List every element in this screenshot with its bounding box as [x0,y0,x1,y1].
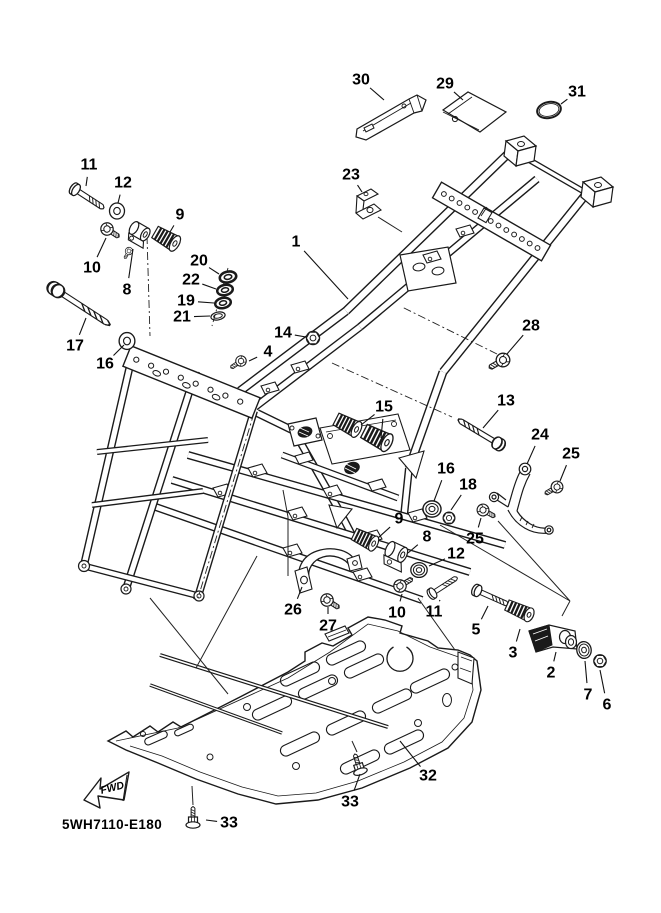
part-7-bushing [576,641,593,660]
callout-12a [114,175,132,204]
callout-number: 29 [436,75,454,93]
callout-33a [206,815,238,832]
part-17-bolt [45,279,113,330]
callout-leader-line [113,345,124,356]
callout-leader-line [358,185,362,192]
callout-number: 8 [422,528,432,546]
callout-leader-line [439,600,440,601]
callout-22 [182,272,216,290]
callout-30 [352,72,384,101]
part-28-bolt [486,351,513,374]
callout-leader-line [304,251,348,299]
callout-4 [249,344,273,362]
front-frame [79,346,261,601]
callout-leader-line [194,316,210,317]
part-29-plate [443,92,506,132]
callout-number: 5 [471,621,481,639]
callout-number: 21 [173,308,191,326]
callout-number: 20 [190,252,208,270]
part-24-pedal [489,463,553,534]
part-8-holder [124,220,153,248]
part-20-seal [219,270,237,284]
callout-1 [292,234,348,300]
callout-number: 12 [447,545,465,563]
callout-number: 17 [66,337,84,355]
part-22-ring [216,283,234,296]
callout-number: 32 [419,767,437,785]
callout-13 [483,393,515,429]
callout-number: 25 [562,445,580,463]
part-27-bolt [318,591,342,613]
callout-10a [83,238,106,277]
callout-leader-line [600,670,605,693]
callout-leader-line [118,195,120,203]
callout-16b [434,461,455,502]
callout-number: 28 [522,317,540,335]
callout-leader-line [483,410,498,428]
rail-end-tab [581,177,613,207]
diagram-code: 5WH7110-E180 [62,817,163,832]
callout-number: 33 [341,793,359,811]
engine-mount-bracket [288,418,322,446]
callout-leader-line [198,302,214,303]
callout-leader-line [209,268,219,274]
callout-number: 16 [96,355,114,373]
callout-number: 9 [394,510,404,528]
callout-number: 26 [284,601,302,619]
callout-number: 11 [80,156,98,174]
callout-leader-line [478,518,481,527]
rail-end-tab [504,136,536,166]
part-11-bolt [67,181,107,213]
annotations [62,772,162,832]
callout-9a [170,207,185,233]
callout-19 [177,293,214,310]
part-14-nut [306,331,319,344]
callout-number: 10 [83,259,101,277]
callout-number: 23 [342,166,360,184]
callout-number: 13 [497,392,515,410]
callout-27 [319,607,337,635]
callout-number: 10 [388,604,406,622]
callout-number: 19 [177,292,195,310]
callout-leader-line [79,318,86,335]
callout-number: 11 [425,603,443,621]
part-2-bracket [529,625,577,652]
callout-number: 15 [375,398,393,416]
callout-number: 24 [531,426,549,444]
callout-25a [560,446,580,482]
part-10-screw [98,220,122,242]
part-25-bolt [542,479,565,499]
callout-31 [561,84,586,105]
callout-number: 4 [263,343,273,361]
callout-5 [472,606,488,639]
callout-leader-line [378,527,390,538]
callout-29 [436,76,463,101]
callout-3 [509,629,520,662]
callout-leader-line [202,284,216,289]
callout-leader-line [249,357,257,361]
callout-number: 2 [546,664,556,682]
callout-18 [451,477,477,511]
callout-10b [388,594,406,622]
callout-leader-line [86,177,87,186]
callout-leader-line [97,238,106,257]
callout-28 [507,318,540,355]
callout-number: 22 [182,271,200,289]
callout-number: 12 [114,174,132,192]
part-25-bolt [475,502,498,522]
callout-23 [342,167,362,193]
callout-8b [408,529,432,554]
part-4-screw [228,354,248,373]
callout-leader-line [527,446,535,464]
callout-leader-line [451,495,461,510]
part-19-bearing [214,296,232,309]
callout-number: 31 [568,83,586,101]
part-12-grommet [411,563,427,578]
part-21-washer [210,311,226,322]
part-16-grommet [423,501,441,517]
callout-leader-line [370,88,384,100]
callout-leader-line [507,335,523,354]
fwd-arrow [84,772,129,808]
callout-number: 33 [220,814,238,832]
part-13-bolt [455,414,507,452]
callout-leader-line [516,629,520,641]
callout-number: 14 [274,324,292,342]
callout-21 [173,309,210,326]
callout-number: 18 [459,476,477,494]
part-9-footpeg [151,225,183,253]
callout-14 [274,325,306,342]
center-axis-lines [147,233,497,598]
part-33-bolt [186,807,200,829]
callout-leader-line [481,606,488,619]
callout-leader-line [295,335,306,337]
callout-number: 7 [583,686,593,704]
part-23-bracket [356,189,381,219]
callout-number: 16 [437,460,455,478]
part-18-nut [443,512,455,524]
part-6-nut [594,655,607,668]
callout-25b [466,518,484,548]
callout-number: 27 [319,617,337,635]
callout-number: 1 [291,233,301,251]
callout-leader-line [560,465,566,481]
callout-2 [547,652,556,682]
part-5-bolt [470,583,511,610]
callout-number: 6 [602,696,612,714]
callout-7 [584,661,593,704]
part-11-bolt [426,573,460,601]
part-12-washer [110,203,125,219]
callout-leader-line [585,661,587,683]
callout-leader-line [206,820,217,821]
part-3-rubber [504,598,536,623]
callout-number: 3 [508,644,518,662]
callout-leader-line [561,99,567,104]
callout-11b [426,600,443,621]
callout-leader-line [170,225,174,232]
callout-number: 25 [466,530,484,548]
callout-24 [527,427,549,465]
callout-number: 30 [352,71,370,89]
callout-leader-line [554,652,556,661]
callout-leader-line [434,480,442,501]
callout-17 [66,318,86,355]
callout-11a [81,157,98,187]
part-31-oring [536,100,563,121]
callout-6 [600,670,612,714]
callout-16a [96,345,124,373]
part-30-bracket [356,95,426,140]
callout-number: 9 [175,206,185,224]
fwd-label: FWD [99,779,126,797]
callout-number: 8 [122,281,132,299]
